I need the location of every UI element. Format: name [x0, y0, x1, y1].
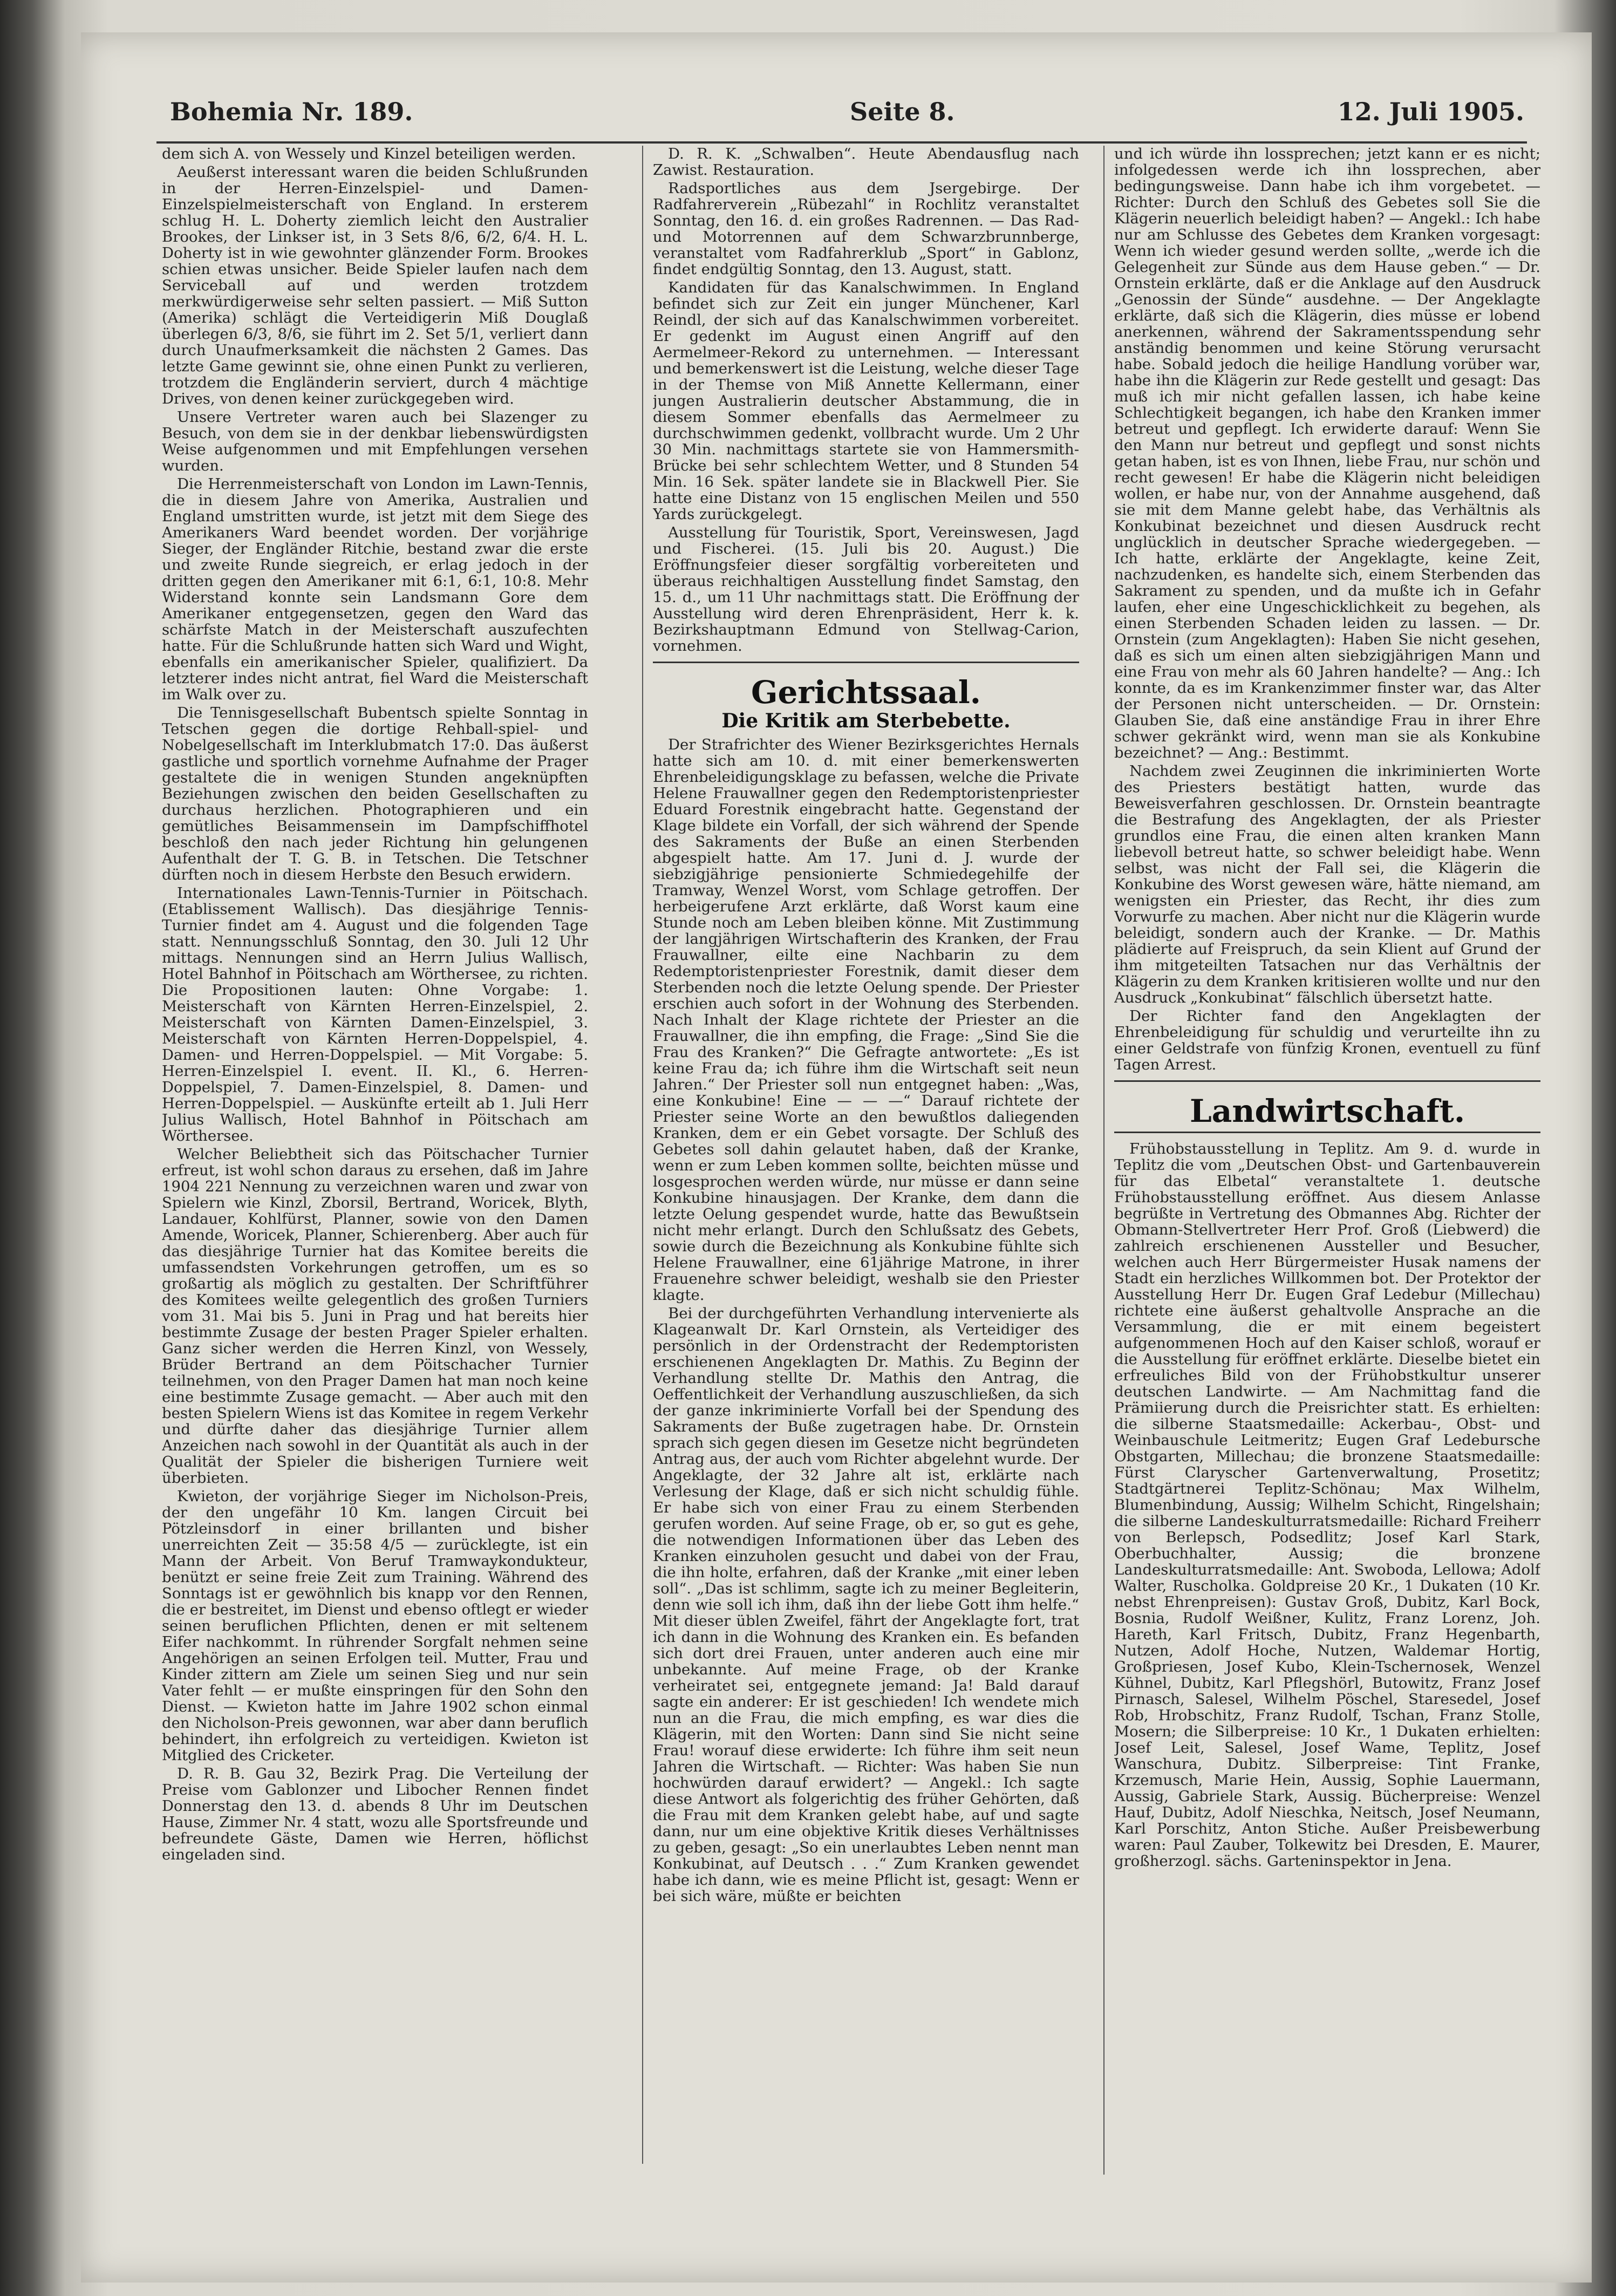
header-rule — [156, 141, 1527, 144]
issue-date: 12. Juli 1905. — [1337, 97, 1524, 126]
article-paragraph: Die Herrenmeisterschaft von London im Lawn-Tennis, die in diesem Jahre von Amerika, Australien und England umstritten wurde, ist jetzt mit dem Siege des Amerikaners Ward beendet worden. Der vorjährige Sieger, der Engländer Ritchie, bestand zwar die erste und zweite Runde siegreich, er erlag jedoch in der dritten gegen den Amerikaner mit 6:1, 6:1, 10:8. Mehr Widerstand konnte sein Landsmann Gore dem Amerikaner entgegensetzen, gegen den Ward das schärfste Match in der Meisterschaft auszufechten hatte. Für die Schlußrunde hatten sich Ward und Wight, ebenfalls ein amerikanischer Spieler, qualifiziert. Da letzterer indes nicht antrat, fiel Ward die Meisterschaft im Walk over zu. — [162, 475, 588, 703]
article-paragraph: Die Tennisgesellschaft Bubentsch spielte Sonntag in Tetschen gegen die dortige Rehball-spiel- und Nobelgesellschaft im Interklubmatch 17:0. Das äußerst gastliche und sportlich vornehme Aufnahme der Prager gestaltete die in wenigen Stunden angeknüpften Beziehungen zwischen den beiden Gesellschaften zu durchaus herzlichen. Photographieren und ein gemütliches Beisammensein im Dampfschiffhotel beschloß den nach jeder Richtung hin gelungenen Aufenthalt der T. G. B. in Tetschen. Die Tetschner dürften noch in diesem Herbste den Besuch erwidern. — [162, 704, 588, 883]
article-paragraph: D. R. K. „Schwalben“. Heute Abendausflug nach Zawist. Restauration. — [653, 146, 1079, 179]
page-number: Seite 8. — [850, 97, 955, 126]
column-divider-1 — [642, 146, 643, 2164]
article-paragraph: Ausstellung für Touristik, Sport, Vereinswesen, Jagd und Fischerei. (15. Juli bis 20. August.) Die Eröffnungsfeier dieser sorgfältig vorbereiteten und überaus reichhaltigen Ausstellung findet Samstag, den 15. d., um 11 Uhr nachmittags statt. Die Eröffnung der Ausstellung wird deren Ehrenpräsident, Herr k. k. Bezirkshauptmann Edmund von Stellwag-Carion, vornehmen. — [653, 524, 1079, 655]
section-rule — [1114, 1132, 1540, 1133]
section-rule — [1114, 1080, 1540, 1082]
page-header — [148, 97, 1530, 140]
article-paragraph: Aeußerst interessant waren die beiden Schlußrunden in der Herren-Einzelspiel- und Damen-Einzelspielmeisterschaft von England. In ersterem schlug H. L. Doherty ziemlich leicht den Australier Brookes, der Linkser ist, in 3 Sets 8/6, 6/2, 6/4. H. L. Doherty ist in wie gewohnter glänzender Form. Brookes schien etwas unsicher. Beide Spieler laufen nach dem Serviceball auf und werden trotzdem merkwürdigerweise sehr selten passiert. — Miß Sutton (Amerika) schlägt die Verteidigerin Miß Douglaß überlegen 6/3, 8/6, sie führt im 2. Set 5/1, verliert dann durch Unaufmerksamkeit die nächsten 2 Games. Das letzte Game gewinnt sie, ohne einen Punkt zu verlieren, trotzdem die Engländerin serviert, durch 4 mächtige Drives, von denen keiner zurückgegeben wird. — [162, 163, 588, 407]
column-3 — [1114, 146, 1540, 2212]
article-paragraph: dem sich A. von Wessely und Kinzel beteiligen werden. — [162, 146, 576, 162]
article-paragraph: Kwieton, der vorjährige Sieger im Nicholson-Preis, der den ungefähr 10 Km. langen Circuit bei Pötzleinsdorf in einer brillanten und bisher unerreichten Zeit — 35:58 4/5 — zurücklegte, ist ein Mann der Arbeit. Von Beruf Tramwaykondukteur, benützt er seine freie Zeit zum Training. Während des Sonntags ist er gewöhnlich bis knapp vor den Rennen, die er bestreitet, im Dienst und ebenso oftlegt er wieder seinen beruflichen Pflichten, denen er mit seltenem Eifer nachkommt. In rührender Sorgfalt nehmen seine Angehörigen an seinen Erfolgen teil. Mutter, Frau und Kinder zittern am Ziele um seinen Sieg und nur sein Vater fehlt — er mußte einspringen für den Sohn den Dienst. — Kwieton hatte im Jahre 1902 schon einmal den Nicholson-Preis gewonnen, war aber dann beruflich behindert, ihn erfolgreich zu verteidigen. Kwieton ist Mitglied des Cricketer. — [162, 1488, 588, 1764]
section-title-gerichtssaal: Gerichtssaal. — [751, 674, 981, 711]
section-title-landwirtschaft: Landwirtschaft. — [1189, 1093, 1465, 1129]
article-paragraph: Frühobstausstellung in Teplitz. Am 9. d. wurde in Teplitz die vom „Deutschen Obst- und Gartenbauverein für das Elbetal“ veranstaltete 1. deutsche Frühobstausstellung eröffnet. Aus diesem Anlasse begrüßte in Vertretung des Obmannes Abg. Richter der Obmann-Stellvertreter Herr Prof. Groß (Liebwerd) die zahlreich erschienenen Aussteller und Besucher, welchen auch Herr Bürgermeister Husak namens der Stadt ein herzliches Willkommen bot. Der Protektor der Ausstellung Herr Dr. Eugen Graf Ledebur (Millechau) richtete eine äußerst gehaltvolle Ansprache an die Versammlung, die er mit einem begeistert aufgenommenen Hoch auf den Kaiser schloß, worauf er die Ausstellung für eröffnet erklärte. Dieselbe bietet ein erfreuliches Bild von der Frühobstkultur unserer deutschen Landwirte. — Am Nachmittag fand die Prämiierung durch die Preisrichter statt. Es erhielten: die silberne Staatsmedaille: Ackerbau-, Obst- und Weinbauschule Leitmeritz; Eugen Graf Ledebursche Obstgarten, Millechau; die bronzene Staatsmedaille: Fürst Claryscher Gartenverwaltung, Prosetitz; Stadtgärtnerei Teplitz-Schönau; Max Wilhelm, Blumenbindung, Aussig; Wilhelm Schicht, Ringelshain; die silberne Landeskulturratsmedaille: Richard Freiherr von Berlepsch, Podsedlitz; Josef Karl Stark, Oberbuchhalter, Aussig; die bronzene Landeskulturratsmedaille: Ant. Swoboda, Lellowa; Adolf Walter, Ruscholka. Goldpreise 20 Kr., 1 Dukaten (10 Kr. nebst Ehrenpreisen): Gustav Groß, Dubitz, Karl Bock, Bosnia, Rudolf Weißner, Kulitz, Franz Lorenz, Joh. Hareth, Karl Fritsch, Dubitz, Franz Hegenbarth, Nutzen, Adolf Hoche, Nutzen, Waldemar Hortig, Großpriesen, Josef Kubo, Klein-Tschernosek, Wenzel Kühnel, Dubitz, Karl Pflegshörl, Butowitz, Franz Josef Pirnasch, Salesel, Wilhelm Pöschel, Staresedel, Josef Rob, Hrobschitz, Franz Rudolf, Tschan, Franz Stolle, Mosern; die Silberpreise: 10 Kr., 1 Dukaten erhielten: Josef Leit, Salesel, Josef Wame, Teplitz, Josef Wanschura, Dubitz. Silberpreise: Tint Franke, Krzemusch, Marie Hein, Aussig, Sophie Lauermann, Aussig, Gabriele Stark, Aussig. Bücherpreise: Wenzel Hauf, Dubitz, Adolf Nieschka, Neitsch, Josef Neumann, Karl Porschitz, Anton Stiche. Außer Preisbewerbung waren: Paul Zauber, Tolkewitz bei Dresden, E. Maurer, großherzogl. sächs. Garteninspektor in Jena. — [1114, 1140, 1540, 1870]
article-paragraph: Radsportliches aus dem Jsergebirge. Der Radfahrerverein „Rübezahl“ in Rochlitz veranstaltet Sonntag, den 16. d. ein großes Radrennen. — Das Rad- und Motorrennen auf dem Schwarzbrunnberge, veranstaltet vom Radfahrerklub „Sport“ in Gablonz, findet endgültig Sonntag, den 13. August, statt. — [653, 180, 1079, 278]
article-paragraph: Kandidaten für das Kanalschwimmen. In England befindet sich zur Zeit ein junger Münchener, Karl Reindl, der sich auf das Kanalschwimmen vorbereitet. Er gedenkt im August einen Angriff auf den Aermelmeer-Rekord zu unternehmen. — Interessant und bemerkenswert ist die Leistung, welche dieser Tage in der Themse von Miß Annette Kellermann, einer jungen Australierin deutscher Abstammung, die in diesem Sommer ebenfalls das Aermelmeer zu durchschwimmen gedenkt, vollbracht wurde. Um 2 Uhr 30 Min. nachmittags startete sie von Hammersmith-Brücke bei sehr schlechtem Wetter, und 8 Stunden 54 Min. 16 Sek. später landete sie in Blackwell Pier. Sie hatte eine Distanz von 15 englischen Meilen und 550 Yards zurückgelegt. — [653, 279, 1079, 523]
article-paragraph: Internationales Lawn-Tennis-Turnier in Pöitschach. (Etablissement Wallisch). Das diesjährige Tennis-Turnier findet am 4. August und die folgenden Tage statt. Nennungsschluß Sonntag, den 30. Juli 12 Uhr mittags. Nennungen sind an Herrn Julius Wallisch, Hotel Bahnhof in Pöitschach am Wörthersee, zu richten. Die Propositionen lauten: Ohne Vorgabe: 1. Meisterschaft von Kärnten Herren-Einzelspiel, 2. Meisterschaft von Kärnten Damen-Einzelspiel, 3. Meisterschaft von Kärnten Herren-Doppelspiel, 4. Damen- und Herren-Doppelspiel. — Mit Vorgabe: 5. Herren-Einzelspiel I. event. II. Kl., 6. Herren-Doppelspiel, 7. Damen-Einzelspiel, 8. Damen- und Herren-Doppelspiel. — Auskünfte erteilt ab 1. Juli Herr Julius Wallisch, Hotel Bahnhof in Pöitschach am Wörthersee. — [162, 884, 588, 1144]
column-2 — [653, 146, 1079, 2234]
column-divider-2 — [1103, 146, 1104, 2175]
article-paragraph: Unsere Vertreter waren auch bei Slazenger zu Besuch, von dem sie in der denkbar liebenswürdigsten Weise aufgenommen und mit Empfehlungen versehen wurden. — [162, 408, 588, 474]
article-paragraph: D. R. B. Gau 32, Bezirk Prag. Die Verteilung der Preise vom Gablonzer und Libocher Rennen findet Donnerstag den 13. d. abends 8 Uhr im Deutschen Hause, Zimmer Nr. 4 statt, wozu alle Sportsfreunde und befreundete Gäste, Damen wie Herren, höflichst eingeladen sind. — [162, 1765, 588, 1863]
article-paragraph: Der Richter fand den Angeklagten der Ehrenbeleidigung für schuldig und verurteilte ihn zu einer Geldstrafe von fünfzig Kronen, eventuell zu fünf Tagen Arrest. — [1114, 1007, 1540, 1073]
article-paragraph: Der Strafrichter des Wiener Bezirksgerichtes Hernals hatte sich am 10. d. mit einer bemerkenswerten Ehrenbeleidigungsklage zu befassen, welche die Private Helene Frauwallner gegen den Redemptoristenpriester Eduard Forestnik eingebracht hatte. Gegenstand der Klage bildete ein Vorfall, der sich während der Spende des Sakraments der Buße an einen Sterbenden abgespielt hatte. Am 17. Juni d. J. wurde der siebzigjährige pensionierte Schmiedegehilfe der Tramway, Wenzel Worst, vom Schlage getroffen. Der herbeigerufene Arzt erklärte, daß Worst kaum eine Stunde noch am Leben bleiben könne. Mit Zustimmung der langjährigen Wirtschafterin des Kranken, der Frau Frauwallner, eilte eine Nachbarin zu dem Redemptoristenpriester Forestnik, damit dieser dem Sterbenden noch die letzte Oelung spende. Der Priester erschien auch sofort in der Wohnung des Sterbenden. Nach Inhalt der Klage richtete der Priester an die Frauwallner, die ihn empfing, die Frage: „Sind Sie die Frau des Kranken?“ Die Gefragte antwortete: „Es ist keine Frau da; ich führe ihm die Wirtschaft seit neun Jahren.“ Der Priester soll nun entgegnet haben: „Was, eine Konkubine! Eine — — —“ Darauf richtete der Priester seine Worte an den bewußtlos daliegenden Kranken, dem er ein Gebet vorsagte. Der Schluß des Gebetes soll dahin gelautet haben, daß der Kranke, wenn er zum Leben kommen sollte, beichten müsse und losgesprochen werden würde, nur müsse er dann seine Konkubine hinausjagen. Der Kranke, dem dann die letzte Oelung gespendet wurde, hatte das Bewußtsein nicht mehr erlangt. Durch den Schlußsatz des Gebets, sowie durch die Bezeichnung als Konkubine fühlte sich Helene Frauwallner, eine 61jährige Matrone, in ihrer Frauenehre schwer beleidigt, weshalb sie den Priester klagte. — [653, 736, 1079, 1304]
section-rule — [653, 662, 1079, 663]
article-paragraph: Nachdem zwei Zeuginnen die inkriminierten Worte des Priesters bestätigt hatten, wurde das Beweisverfahren geschlossen. Dr. Ornstein beantragte die Bestrafung des Angeklagten, der als Priester grundlos eine Frau, die einen alten kranken Mann liebevoll betreut hatte, so schwer beleidigt habe. Wenn selbst, was nicht der Fall sei, die Klägerin die Konkubine des Worst gewesen wäre, hätte niemand, am wenigsten ein Priester, das Recht, ihr dies zum Vorwurfe zu machen. Aber nicht nur die Klägerin wurde beleidigt, sondern auch der Kranke. — Dr. Mathis plädierte auf Freispruch, da sein Klient auf Grund der ihm mitgeteilten Tatsachen nur das Verhältnis der Klägerin zu dem Kranken kritisieren wollte und nur den Ausdruck „Konkubinat“ fälschlich übersetzt hatte. — [1114, 762, 1540, 1006]
column-1 — [162, 146, 588, 2099]
article-headline: Die Kritik am Sterbebette. — [721, 710, 1011, 732]
article-paragraph: Welcher Beliebtheit sich das Pöitschacher Turnier erfreut, ist wohl schon daraus zu ersehen, daß im Jahre 1904 221 Nennung zu verzeichnen waren und zwar von Spielern wie Kinzl, Zborsil, Bertrand, Woricek, Blyth, Landauer, Kohlfürst, Planner, sowie von den Damen Amende, Woricek, Planner, Schierenberg. Aber auch für das diesjährige Turnier hat das Komitee bereits die umfassendsten Vorkehrungen getroffen, um es so großartig als möglich zu gestalten. Der Schriftführer des Komitees weilte gelegentlich des großen Turniers vom 31. Mai bis 5. Juni in Prag und hat bereits hier bestimmte Zusage der besten Prager Spieler erhalten. Ganz sicher werden die Herren Kinzl, von Wessely, Brüder Bertrand an dem Pöitschacher Turnier teilnehmen, von den Prager Damen hat man noch keine eine bestimmte Zusage gemacht. — Aber auch mit den besten Spielern Wiens ist das Komitee in regem Verkehr und dürfte daher das diesjährige Turnier allem Anzeichen nach sowohl in der Quantität als auch in der Qualität der Spieler die bisherigen Turniere weit überbieten. — [162, 1146, 588, 1487]
article-paragraph: und ich würde ihn lossprechen; jetzt kann er es nicht; infolgedessen werde ich ihn lossprechen, aber bedingungsweise. Dann habe ich ihm vorgebetet. — Richter: Durch den Schluß des Gebetes soll Sie die Klägerin neuerlich beleidigt haben? — Angekl.: Ich habe nur am Schlusse des Gebetes dem Kranken vorgesagt: Wenn ich wieder gesund werden sollte, „werde ich die Gelegenheit zur Sünde aus dem Hause geben.“ — Dr. Ornstein erklärte, daß er die Anklage auf den Ausdruck „Genossin der Sünde“ ausdehne. — Der Angeklagte erklärte, daß sich die Klägerin, dies müsse er lobend anerkennen, während der Sakramentsspendung sehr anständig benommen und keine Störung verursacht habe. Sobald jedoch die heilige Handlung vorüber war, habe ihn die Klägerin zur Rede gestellt und gesagt: Das muß ich mir nicht gefallen lassen, ich habe keine Schlechtigkeit begangen, ich habe den Kranken immer betreut und gepflegt. Ich erwiderte darauf: Wenn Sie den Mann nur betreut und gepflegt und sonst nichts getan haben, ist es von Ihnen, liebe Frau, nur schön und recht gewesen! Er habe die Klägerin nicht beleidigen wollen, er habe nur, von der Annahme ausgehend, daß sie mit dem Manne gelebt habe, das Verhältnis als Konkubinat bezeichnet und diesen Ausdruck recht unglücklich in deutscher Sprache wiedergegeben. — Ich hatte, erklärte der Angeklagte, keine Zeit, nachzudenken, es handelte sich, einem Sterbenden das Sakrament zu spenden, und da mußte ich in Gefahr laufen, eher eine Ungeschicklichkeit zu begehen, als einen Sterbenden Schaden leiden zu lassen. — Dr. Ornstein (zum Angeklagten): Haben Sie nicht gesehen, daß es sich um einen alten siebzigjährigen Mann und eine Frau von mehr als 60 Jahren handelte? — Ang.: Ich konnte, da es im Krankenzimmer finster war, das Alter der Personen nicht unterscheiden. — Dr. Ornstein: Glauben Sie, daß eine anständige Frau in ihrer Ehre schwer gekränkt wird, wenn man sie als Konkubine bezeichnet? — Ang.: Bestimmt. — [1114, 146, 1540, 761]
masthead-issue: Bohemia Nr. 189. — [170, 97, 413, 126]
article-paragraph: Bei der durchgeführten Verhandlung intervenierte als Klageanwalt Dr. Karl Ornstein, als Verteidiger des persönlich in der Ordenstracht der Redemptoristen erschienenen Angeklagten Dr. Mathis. Zu Beginn der Verhandlung stellte Dr. Mathis den Antrag, die Oeffentlichkeit der Verhandlung auszuschließen, da sich der ganze inkriminierte Vorfall bei der Spendung des Sakraments der Buße zugetragen habe. Dr. Ornstein sprach sich gegen diesen im Gesetze nicht begründeten Antrag aus, der auch vom Richter abgelehnt wurde. Der Angeklagte, der 32 Jahre alt ist, erklärte nach Verlesung der Klage, daß er sich nicht schuldig fühle. Er habe sich von einer Frau zu einem Sterbenden gerufen worden. Auf seine Frage, ob er, so gut es gehe, die notwendigen Informationen über das Leben des Kranken einzuholen gesucht und dabei von der Frau, die ihn holte, erfahren, daß der Kranke „mit einer leben soll“. „Das ist schlimm, sagte ich zu meiner Begleiterin, denn wie soll ich ihm, daß ihn der liebe Gott ihm helfe.“ Mit dieser üblen Zweifel, fährt der Angeklagte fort, trat ich dann in die Wohnung des Kranken ein. Es befanden sich dort drei Frauen, unter anderen auch eine mir unbekannte. Auf meine Frage, ob der Kranke verheiratet sei, entgegnete jemand: Ja! Bald darauf sagte ein anderer: Er ist geschieden! Ich wendete mich nun an die Frau, die mich empfing, es war dies die Klägerin, mit den Worten: Dann sind Sie nicht seine Frau! worauf diese erwiderte: Ich führe ihm seit neun Jahren die Wirtschaft. — Richter: Was haben Sie nun hochwürden darauf erwidert? — Angekl.: Ich sagte diese Antwort als folgerichtig des früher Gehörten, daß die Frau mit dem Kranken gelebt habe, auf und sagte dann, nur um eine objektive Kritik dieses Verhältnisses zu geben, gesagt: „So ein unerlaubtes Leben nennt man Konkubinat, auf Deutsch . . .“ Zum Kranken gewendet habe ich dann, wie es meine Pflicht ist, gesagt: Wenn er bei sich wäre, müßte er beichten — [653, 1305, 1079, 1905]
